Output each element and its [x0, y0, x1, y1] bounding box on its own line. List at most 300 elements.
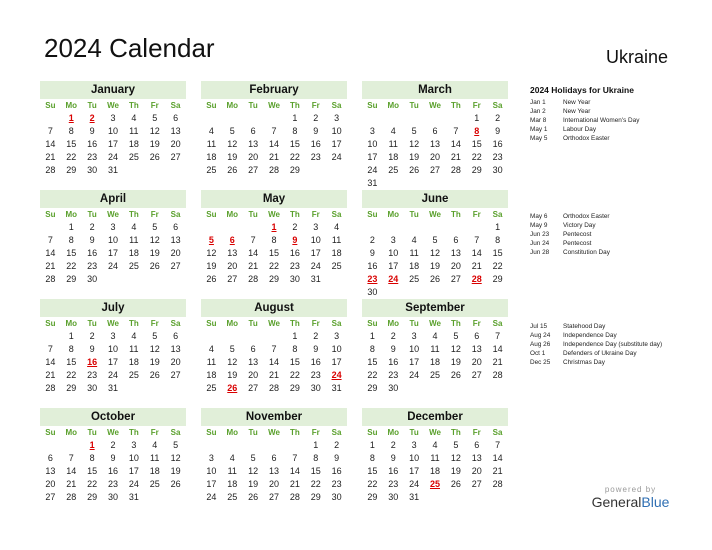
day: 17 — [310, 248, 321, 258]
day: 27 — [450, 274, 461, 284]
day: 27 — [429, 165, 440, 175]
holiday-row — [530, 221, 705, 230]
day: 23 — [310, 152, 321, 162]
day: 8 — [495, 235, 501, 245]
day: 20 — [170, 248, 181, 258]
day: 15 — [471, 139, 482, 149]
day: 16 — [331, 466, 342, 476]
weekday-header — [201, 208, 347, 221]
day: 8 — [313, 453, 319, 463]
weekday-label: Tu — [409, 319, 419, 328]
day: 26 — [149, 370, 160, 380]
day: 6 — [250, 344, 256, 354]
holiday-name: New Year — [563, 108, 591, 115]
day: 29 — [87, 492, 98, 502]
day: 21 — [248, 261, 259, 271]
day: 20 — [429, 152, 440, 162]
weekday-label: Fr — [311, 319, 320, 328]
weekday-header — [201, 426, 347, 439]
day: 30 — [388, 383, 399, 393]
day: 14 — [471, 248, 482, 258]
day: 7 — [47, 344, 53, 354]
day: 14 — [450, 139, 461, 149]
day: 20 — [227, 261, 238, 271]
day: 22 — [66, 152, 77, 162]
day: 25 — [128, 261, 139, 271]
day: 6 — [453, 235, 459, 245]
holiday-date: Mar 8 — [530, 117, 547, 124]
day: 12 — [409, 139, 420, 149]
day: 26 — [149, 152, 160, 162]
powered-by-text: powered by — [604, 485, 657, 494]
weekday-label: Fr — [472, 428, 481, 437]
weekday-label: Tu — [248, 210, 258, 219]
day: 8 — [271, 235, 277, 245]
day: 5 — [173, 440, 179, 450]
day: 27 — [471, 370, 482, 380]
empty-cell — [61, 439, 82, 452]
day: 28 — [248, 274, 259, 284]
holiday-day: 2 — [89, 113, 95, 123]
day: 25 — [227, 492, 238, 502]
day: 20 — [471, 357, 482, 367]
day: 16 — [289, 248, 300, 258]
month-title: June — [362, 190, 508, 208]
empty-cell — [264, 112, 285, 125]
holiday-row — [530, 134, 705, 143]
day: 8 — [89, 453, 95, 463]
day: 18 — [128, 357, 139, 367]
holiday-name: Orthodox Easter — [563, 213, 610, 220]
day: 2 — [390, 331, 396, 341]
day: 29 — [471, 165, 482, 175]
holiday-day: 25 — [429, 479, 440, 489]
holiday-name: Christmas Day — [563, 359, 605, 366]
day: 2 — [390, 440, 396, 450]
weekday-label: Fr — [311, 101, 320, 110]
weekday-label: Tu — [409, 210, 419, 219]
day: 12 — [149, 235, 160, 245]
day: 24 — [409, 370, 420, 380]
day: 21 — [268, 152, 279, 162]
holiday-name: Pentecost — [563, 231, 592, 238]
empty-cell — [383, 221, 404, 234]
day: 21 — [492, 357, 503, 367]
weekday-label: Mo — [226, 319, 239, 328]
day: 19 — [248, 479, 259, 489]
day: 26 — [248, 492, 259, 502]
day: 2 — [89, 222, 95, 232]
day: 24 — [409, 479, 420, 489]
weekday-label: Fr — [311, 210, 320, 219]
day: 3 — [110, 222, 116, 232]
weekday-label: Th — [128, 319, 139, 328]
empty-cell — [445, 112, 466, 125]
weekday-header — [40, 317, 186, 330]
holiday-date: May 1 — [530, 126, 548, 133]
day: 25 — [388, 165, 399, 175]
holiday-day: 8 — [474, 126, 480, 136]
day: 6 — [173, 331, 179, 341]
day: 15 — [66, 357, 77, 367]
day: 6 — [271, 453, 277, 463]
weekday-label: We — [268, 319, 280, 328]
weekday-header — [362, 317, 508, 330]
day: 16 — [388, 357, 399, 367]
day: 8 — [292, 126, 298, 136]
holiday-date: May 5 — [530, 135, 548, 142]
month-april — [40, 190, 186, 286]
weekday-label: Mo — [387, 101, 400, 110]
day: 14 — [45, 248, 56, 258]
day: 27 — [248, 165, 259, 175]
day: 4 — [411, 235, 417, 245]
day: 7 — [474, 235, 480, 245]
day: 28 — [450, 165, 461, 175]
month-may — [201, 190, 347, 286]
day: 13 — [248, 357, 259, 367]
day: 10 — [367, 139, 378, 149]
empty-cell — [362, 221, 383, 234]
day: 28 — [45, 165, 56, 175]
day: 17 — [107, 248, 118, 258]
day: 6 — [432, 126, 438, 136]
day: 26 — [429, 274, 440, 284]
day: 7 — [47, 126, 53, 136]
country-label: Ukraine — [605, 47, 668, 67]
weekday-label: Fr — [150, 101, 159, 110]
day: 18 — [128, 248, 139, 258]
day: 30 — [87, 165, 98, 175]
weekday-label: Sa — [492, 210, 503, 219]
holiday-day: 9 — [292, 235, 298, 245]
day: 30 — [107, 492, 118, 502]
weekday-header — [40, 208, 186, 221]
holiday-name: Defenders of Ukraine Day — [563, 350, 637, 357]
day: 6 — [250, 126, 256, 136]
weekday-label: We — [429, 319, 441, 328]
weekday-label: Su — [206, 319, 217, 328]
day: 10 — [388, 248, 399, 258]
day: 9 — [89, 126, 95, 136]
day-grid — [201, 330, 347, 395]
day: 10 — [128, 453, 139, 463]
weekday-label: We — [107, 210, 119, 219]
weekday-label: Sa — [492, 428, 503, 437]
day: 17 — [206, 479, 217, 489]
day: 5 — [432, 235, 438, 245]
day: 7 — [495, 440, 501, 450]
month-september — [362, 299, 508, 395]
day-grid — [40, 221, 186, 286]
day: 1 — [68, 331, 74, 341]
day: 18 — [128, 139, 139, 149]
day: 9 — [313, 344, 319, 354]
day: 19 — [206, 261, 217, 271]
day: 12 — [227, 139, 238, 149]
weekday-label: Tu — [87, 319, 97, 328]
empty-cell — [466, 221, 487, 234]
empty-cell — [383, 112, 404, 125]
day: 27 — [227, 274, 238, 284]
day: 11 — [129, 126, 139, 136]
day: 22 — [367, 479, 378, 489]
day: 2 — [369, 235, 375, 245]
day: 5 — [453, 440, 459, 450]
day: 4 — [432, 440, 438, 450]
day: 2 — [89, 331, 95, 341]
holiday-day: 1 — [68, 113, 74, 123]
day: 1 — [369, 440, 375, 450]
holiday-name: Constitution Day — [563, 249, 610, 256]
day: 30 — [87, 383, 98, 393]
day-grid — [201, 221, 347, 286]
day: 19 — [450, 357, 461, 367]
weekday-label: Mo — [387, 319, 400, 328]
day: 18 — [206, 152, 217, 162]
holiday-day: 16 — [87, 357, 98, 367]
weekday-label: Sa — [331, 319, 342, 328]
day: 10 — [331, 126, 342, 136]
weekday-label: Th — [450, 428, 461, 437]
day: 29 — [66, 165, 77, 175]
empty-cell — [445, 221, 466, 234]
day: 13 — [45, 466, 56, 476]
empty-cell — [201, 439, 222, 452]
day: 14 — [66, 466, 77, 476]
day: 15 — [87, 466, 98, 476]
day: 4 — [152, 440, 158, 450]
day: 28 — [45, 274, 56, 284]
day: 10 — [409, 344, 420, 354]
day: 5 — [229, 344, 235, 354]
weekday-label: Tu — [87, 101, 97, 110]
empty-cell — [222, 439, 243, 452]
weekday-label: Tu — [87, 428, 97, 437]
day: 3 — [390, 235, 396, 245]
weekday-label: Fr — [150, 428, 159, 437]
weekday-label: Fr — [150, 319, 159, 328]
day: 18 — [206, 370, 217, 380]
holiday-name: New Year — [563, 99, 591, 106]
day: 29 — [66, 274, 77, 284]
month-title: March — [362, 81, 508, 99]
day: 11 — [388, 139, 398, 149]
day: 13 — [170, 126, 181, 136]
day: 7 — [47, 235, 53, 245]
day: 16 — [107, 466, 118, 476]
day: 19 — [170, 466, 181, 476]
weekday-label: Su — [367, 101, 378, 110]
empty-cell — [243, 221, 264, 234]
weekday-label: Th — [128, 428, 139, 437]
day: 28 — [66, 492, 77, 502]
day: 14 — [492, 453, 503, 463]
day: 17 — [107, 357, 118, 367]
day: 21 — [45, 370, 56, 380]
day: 23 — [289, 261, 300, 271]
weekday-label: Su — [206, 428, 217, 437]
day: 9 — [390, 344, 396, 354]
day: 16 — [310, 357, 321, 367]
day: 6 — [173, 113, 179, 123]
day: 24 — [331, 152, 342, 162]
day: 15 — [268, 248, 279, 258]
weekday-label: We — [107, 101, 119, 110]
day: 6 — [474, 440, 480, 450]
day: 30 — [388, 492, 399, 502]
brand-name-part2: Blue — [641, 494, 670, 510]
day: 19 — [149, 248, 160, 258]
weekday-label: Tu — [248, 101, 258, 110]
day: 21 — [471, 261, 482, 271]
holiday-row — [530, 331, 705, 340]
empty-cell — [362, 112, 383, 125]
month-title: November — [201, 408, 347, 426]
holiday-row — [530, 349, 705, 358]
day: 3 — [131, 440, 137, 450]
weekday-label: Th — [450, 210, 461, 219]
holiday-row — [530, 107, 705, 116]
day: 6 — [474, 331, 480, 341]
day-grid — [362, 330, 508, 395]
day: 5 — [152, 113, 158, 123]
day: 2 — [110, 440, 116, 450]
day: 26 — [206, 274, 217, 284]
day: 20 — [45, 479, 56, 489]
day: 30 — [331, 492, 342, 502]
weekday-label: Sa — [331, 210, 342, 219]
day: 28 — [268, 383, 279, 393]
day: 15 — [289, 139, 300, 149]
weekday-label: We — [268, 428, 280, 437]
brand-name — [588, 494, 673, 510]
day: 16 — [87, 139, 98, 149]
day: 29 — [289, 383, 300, 393]
holiday-name: International Women's Day — [563, 117, 640, 124]
day: 5 — [152, 331, 158, 341]
day: 3 — [411, 331, 417, 341]
day: 24 — [107, 261, 118, 271]
day: 25 — [149, 479, 160, 489]
holiday-group — [530, 85, 705, 143]
day: 22 — [289, 370, 300, 380]
holiday-day: 24 — [331, 370, 342, 380]
day: 6 — [173, 222, 179, 232]
weekday-label: Sa — [492, 319, 503, 328]
day: 13 — [248, 139, 259, 149]
day: 1 — [369, 331, 375, 341]
day: 17 — [367, 152, 378, 162]
weekday-label: Th — [289, 101, 300, 110]
day: 26 — [450, 479, 461, 489]
weekday-label: We — [429, 101, 441, 110]
holiday-day: 1 — [89, 440, 95, 450]
day: 11 — [129, 235, 139, 245]
day: 15 — [289, 357, 300, 367]
day: 22 — [66, 261, 77, 271]
day: 30 — [310, 383, 321, 393]
empty-cell — [201, 112, 222, 125]
holiday-date: Aug 24 — [530, 332, 551, 339]
weekday-label: Su — [367, 210, 378, 219]
day: 23 — [107, 479, 118, 489]
month-title: January — [40, 81, 186, 99]
day: 31 — [107, 383, 118, 393]
day: 25 — [429, 370, 440, 380]
holiday-name: Independence Day — [563, 332, 617, 339]
day: 16 — [388, 466, 399, 476]
brand-logo — [588, 485, 673, 510]
day: 19 — [149, 357, 160, 367]
holiday-date: Jun 24 — [530, 240, 550, 247]
weekday-label: Mo — [387, 428, 400, 437]
day: 26 — [409, 165, 420, 175]
month-title: December — [362, 408, 508, 426]
day: 17 — [409, 357, 420, 367]
day: 25 — [206, 165, 217, 175]
day: 26 — [149, 261, 160, 271]
day: 1 — [68, 222, 74, 232]
weekday-label: Th — [289, 210, 300, 219]
day: 12 — [450, 344, 461, 354]
holiday-name: Pentecost — [563, 240, 592, 247]
weekday-label: We — [268, 210, 280, 219]
day: 27 — [170, 261, 181, 271]
day: 14 — [45, 357, 56, 367]
day: 1 — [474, 113, 480, 123]
day: 15 — [66, 139, 77, 149]
month-title: August — [201, 299, 347, 317]
day: 29 — [492, 274, 503, 284]
day: 31 — [128, 492, 139, 502]
day: 31 — [367, 178, 378, 188]
day: 25 — [331, 261, 342, 271]
day: 23 — [388, 479, 399, 489]
month-title: October — [40, 408, 186, 426]
weekday-label: Th — [450, 101, 461, 110]
holiday-row — [530, 322, 705, 331]
weekday-label: Su — [45, 428, 56, 437]
day: 31 — [107, 165, 118, 175]
day: 10 — [107, 344, 118, 354]
day: 3 — [110, 331, 116, 341]
weekday-label: Tu — [248, 428, 258, 437]
empty-cell — [243, 330, 264, 343]
day: 20 — [268, 479, 279, 489]
day-grid — [40, 330, 186, 395]
weekday-label: Su — [206, 101, 217, 110]
weekday-label: Tu — [409, 101, 419, 110]
empty-cell — [264, 439, 285, 452]
day: 25 — [409, 274, 420, 284]
empty-cell — [425, 112, 446, 125]
day: 17 — [409, 466, 420, 476]
day: 16 — [492, 139, 503, 149]
empty-cell — [40, 221, 61, 234]
day: 2 — [313, 113, 319, 123]
holiday-row — [530, 248, 705, 257]
holiday-row — [530, 239, 705, 248]
day: 13 — [450, 248, 461, 258]
holiday-group — [530, 322, 705, 367]
day: 16 — [367, 261, 378, 271]
day: 21 — [66, 479, 77, 489]
day: 22 — [492, 261, 503, 271]
day: 8 — [68, 235, 74, 245]
weekday-label: Sa — [492, 101, 503, 110]
holiday-name: Statehood Day — [563, 323, 606, 330]
